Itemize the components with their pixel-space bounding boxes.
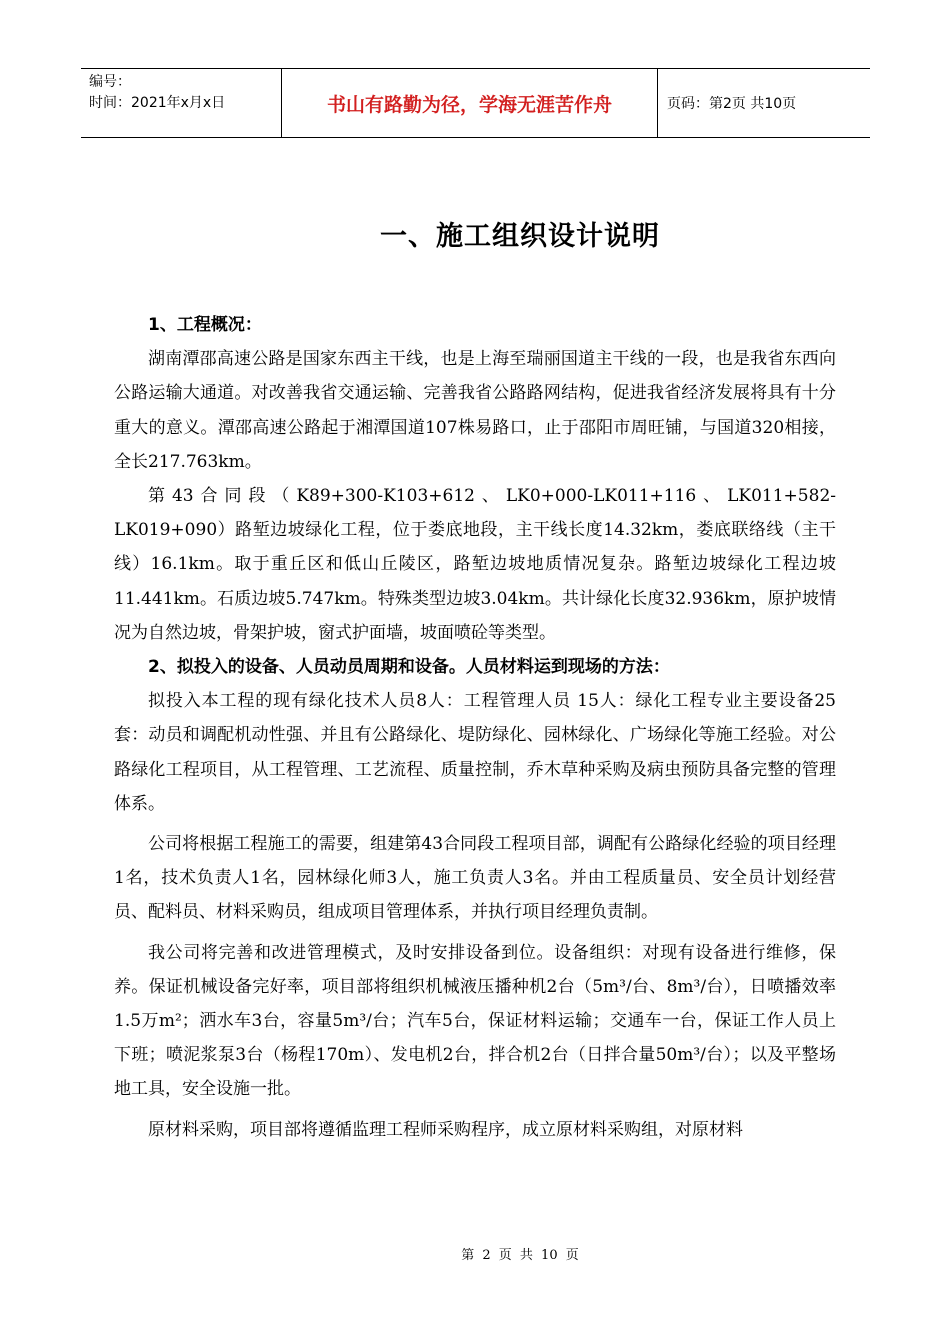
paragraph: 我公司将完善和改进管理模式，及时安排设备到位。设备组织：对现有设备进行维修，保养。保证机械设备完好率，项目部将组织机械液压播种机2台（5m³/台、8m³/台），日喷播效率1.5万m²；洒水车3台，容量5m³/台；汽车5台，保证材料运输；交通车一台，保证工作人员上下班；喷泥浆泵3台（杨程170m）、发电机2台，拌合机2台（日拌合量50m³/台）；以及平整场地工具，安全设施一批。	[114, 942, 836, 1100]
page-title: 一、施工组织设计说明	[380, 221, 660, 252]
header-motto: 书山有路勤为径，学海无涯苦作舟	[326, 93, 612, 116]
page-footer: 第 2 页 共 10 页	[461, 1248, 579, 1263]
header-code: 编号：	[89, 74, 131, 90]
paragraph: 湖南潭邵高速公路是国家东西主干线，也是上海至瑞丽国道主干线的一段，也是我省东西向公路运输大通道。对改善我省交通运输、完善我省公路路网结构，促进我省经济发展将具有十分重大的意义。潭邵高速公路起于湘潭国道107株易路口，止于邵阳市周旺铺，与国道320相接，全长217.763km。	[114, 349, 836, 472]
paragraph: 原材料采购，项目部将遵循监理工程师采购程序，成立原材料采购组，对原材料	[148, 1119, 743, 1140]
header-page-info: 页码：第2页 共10页	[667, 96, 797, 112]
header-date: 时间：2021年x月x日	[89, 95, 226, 111]
paragraph: 拟投入本工程的现有绿化技术人员8人：工程管理人员 15人：绿化工程专业主要设备25套：动员和调配机动性强、并且有公路绿化、堤防绿化、园林绿化、广场绿化等施工经验。对公路绿化工程项目，从工程管理、工艺流程、质量控制，乔木草种采购及病虫预防具备完整的管理体系。	[114, 691, 836, 814]
document-body	[114, 308, 836, 1147]
header-meta	[89, 72, 225, 114]
paragraph: 公司将根据工程施工的需要，组建第43合同段工程项目部，调配有公路绿化经验的项目经理1名，技术负责人1名，园林绿化师3人，施工负责人3名。并由工程质量员、安全员计划经营员、配料员、材料采购员，组成项目管理体系，并执行项目经理负责制。	[114, 834, 836, 923]
paragraph: 第43合同段（K89+300-K103+612、LK0+000-LK011+116、LK011+582-LK019+090）路堑边坡绿化工程，位于娄底地段，主干线长度14.32km，娄底联络线（主干线）16.1km。取于重丘区和低山丘陵区，路堑边坡地质情况复杂。路堑边坡绿化工程边坡11.441km。石质边坡5.747km。特殊类型边坡3.04km。共计绿化长度32.936km，原护坡情况为自然边坡，骨架护坡，窗式护面墙，坡面喷砼等类型。	[114, 486, 836, 643]
section-heading-2: 2、拟投入的设备、人员动员周期和设备。人员材料运到现场的方法：	[148, 657, 670, 678]
section-heading-1: 1、工程概况：	[148, 315, 262, 335]
page-header	[81, 68, 870, 138]
header-divider	[657, 69, 658, 137]
